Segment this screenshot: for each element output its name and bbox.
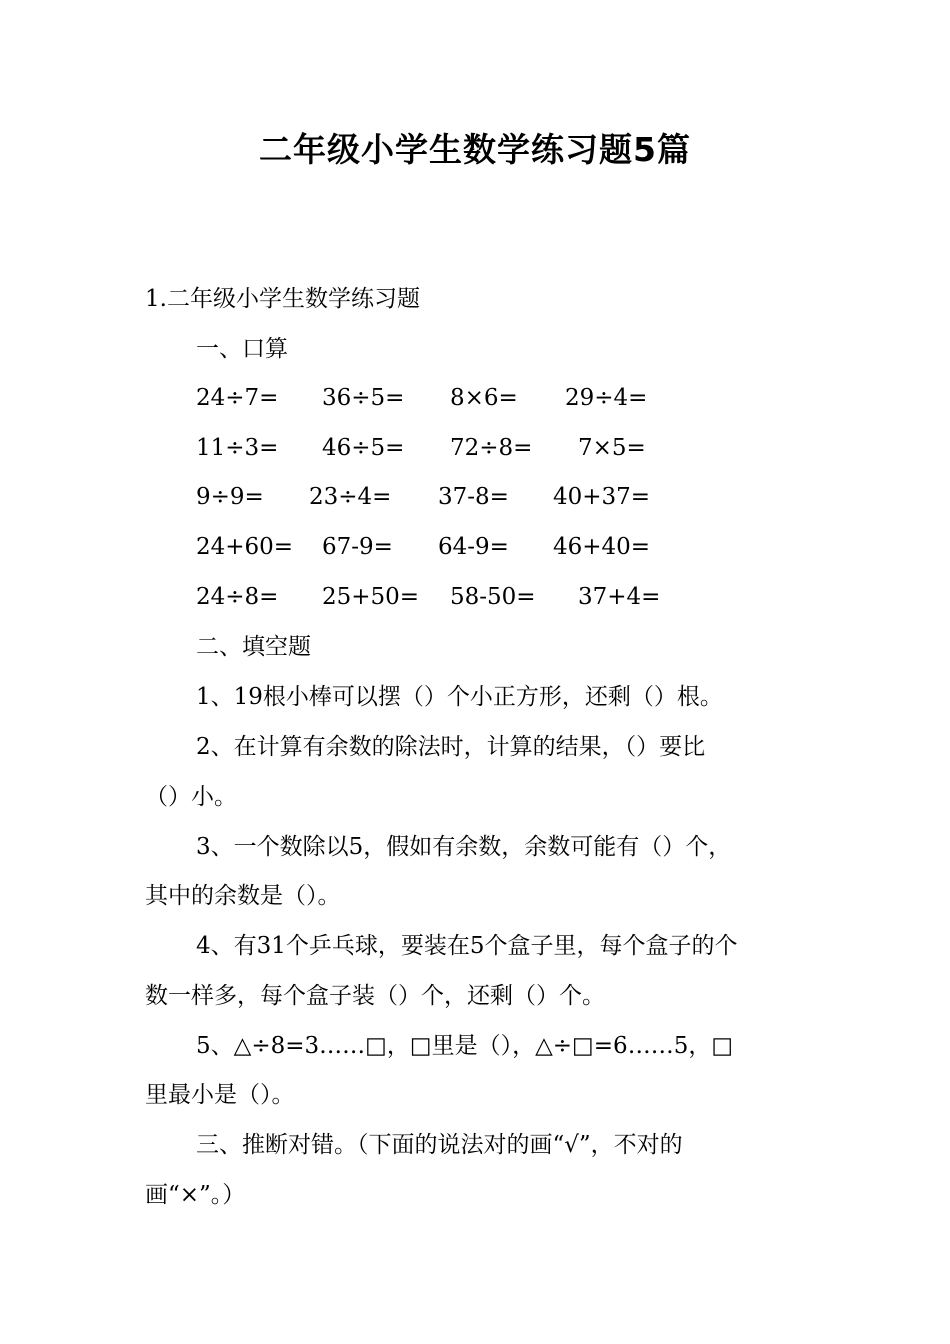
question-5-line-1: 5、△÷8=3……□，□里是（），△÷□=6……5，□: [196, 1033, 734, 1059]
question-1: 1、19根小棒可以摆（）个小正方形，还剩（）根。: [196, 684, 723, 710]
calc-row: [0, 582, 950, 612]
calc-row: [0, 383, 950, 413]
question-3-line-1: 3、一个数除以5，假如有余数，余数可能有（）个，: [196, 834, 732, 860]
calc-item: 58-50=: [450, 584, 536, 610]
calc-item: 8×6=: [450, 385, 518, 411]
calc-item: 46+40=: [553, 534, 651, 560]
question-4-line-2: 数一样多，每个盒子装（）个，还剩（）个。: [145, 983, 605, 1009]
calc-item: 36÷5=: [322, 385, 405, 411]
section-title: 1.二年级小学生数学练习题: [145, 286, 420, 312]
part3-heading-line-1: 三、推断对错。（下面的说法对的画“√”，不对的: [196, 1132, 683, 1158]
calc-item: 24+60=: [196, 534, 294, 560]
calc-item: 40+37=: [553, 484, 651, 510]
calc-row: [0, 532, 950, 562]
calc-item: 25+50=: [322, 584, 420, 610]
calc-item: 9÷9=: [196, 484, 264, 510]
calc-item: 24÷8=: [196, 584, 279, 610]
question-5-line-2: 里最小是（）。: [145, 1082, 295, 1108]
calc-item: 64-9=: [438, 534, 509, 560]
calc-row: [0, 433, 950, 463]
calc-item: 7×5=: [578, 435, 646, 461]
calc-item: 46÷5=: [322, 435, 405, 461]
calc-item: 72÷8=: [450, 435, 533, 461]
question-4-line-1: 4、有31个乒乓球，要装在5个盒子里，每个盒子的个: [196, 933, 738, 959]
question-2-line-2: （）小。: [145, 784, 237, 810]
question-2-line-1: 2、在计算有余数的除法时，计算的结果，（）要比: [196, 734, 706, 760]
calc-item: 29÷4=: [565, 385, 648, 411]
calc-item: 37+4=: [578, 584, 661, 610]
calc-item: 37-8=: [438, 484, 509, 510]
part2-heading: 二、填空题: [196, 634, 311, 660]
calc-item: 67-9=: [322, 534, 393, 560]
document-title: 二年级小学生数学练习题5篇: [259, 130, 691, 169]
calc-item: 11÷3=: [196, 435, 279, 461]
calc-item: 24÷7=: [196, 385, 279, 411]
part1-heading: 一、口算: [196, 336, 288, 362]
part3-heading-line-2: 画“×”。）: [145, 1182, 246, 1208]
calc-row: [0, 482, 950, 512]
calc-item: 23÷4=: [309, 484, 392, 510]
question-3-line-2: 其中的余数是（）。: [145, 883, 341, 909]
